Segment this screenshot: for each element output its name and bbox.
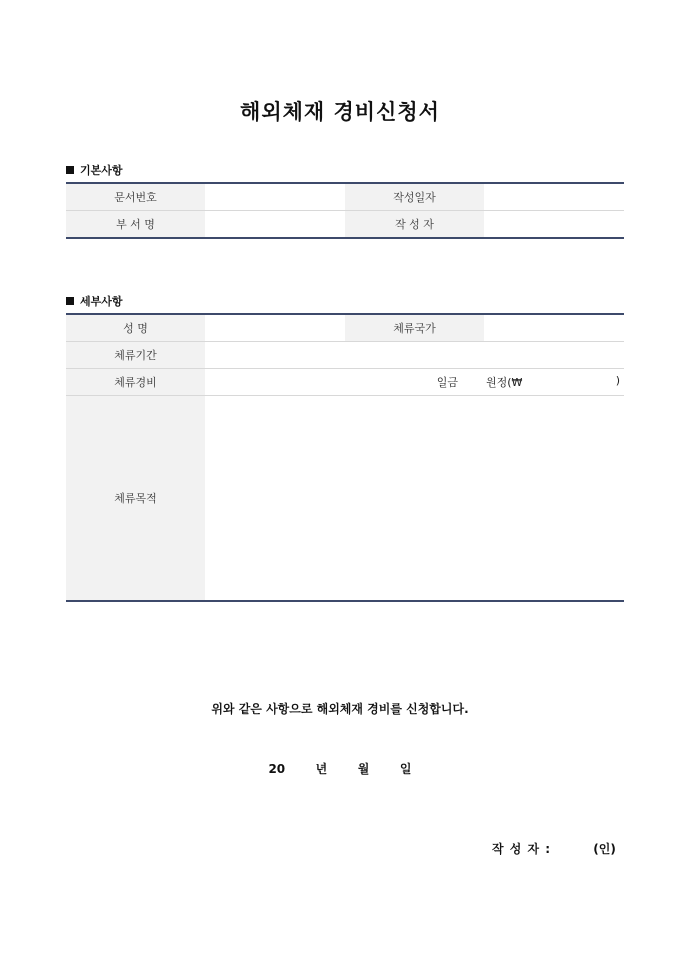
expense-amount-field[interactable] <box>205 369 484 396</box>
table-row <box>66 314 624 342</box>
doc-number-field[interactable] <box>205 183 345 211</box>
purpose-label: 체류목적 <box>66 396 205 602</box>
expense-label: 체류경비 <box>66 369 205 396</box>
section-basic-label: 기본사항 <box>80 164 123 177</box>
department-label: 부 서 명 <box>66 211 205 239</box>
name-label: 성 명 <box>66 314 205 342</box>
write-date-field[interactable] <box>484 183 624 211</box>
square-bullet-icon <box>66 166 74 174</box>
won-open-label: 원정(₩ <box>486 376 523 389</box>
department-field[interactable] <box>205 211 345 239</box>
document-title: 해외체재 경비신청서 <box>240 100 440 124</box>
table-row <box>66 369 624 396</box>
table-row <box>66 211 624 239</box>
square-bullet-icon <box>66 297 74 305</box>
seal-label: (인) <box>593 842 616 856</box>
request-statement: 위와 같은 사항으로 해외체재 경비를 신청합니다. <box>211 702 469 716</box>
doc-number-label: 문서번호 <box>66 183 205 211</box>
writer-field[interactable] <box>484 211 624 239</box>
period-field[interactable] <box>205 342 624 369</box>
period-label: 체류기간 <box>66 342 205 369</box>
writer-label: 작 성 자 <box>345 211 484 239</box>
country-field[interactable] <box>484 314 624 342</box>
signature-line <box>492 840 616 857</box>
date-line: 20 년 월 일 <box>268 762 412 776</box>
signer-label: 작 성 자 : <box>492 842 552 856</box>
section-detail-heading <box>66 293 123 309</box>
write-date-label: 작성일자 <box>345 183 484 211</box>
section-basic-heading <box>66 162 123 178</box>
table-row <box>66 342 624 369</box>
name-field[interactable] <box>205 314 345 342</box>
basic-info-table <box>66 182 624 239</box>
detail-info-table <box>66 313 624 602</box>
section-detail-label: 세부사항 <box>80 295 123 308</box>
purpose-field[interactable] <box>205 396 624 602</box>
country-label: 체류국가 <box>345 314 484 342</box>
table-row <box>66 183 624 211</box>
won-amount-field[interactable] <box>484 369 624 396</box>
daily-amount-label: 일금 <box>436 376 458 389</box>
won-close-label: ) <box>615 374 620 387</box>
table-row <box>66 396 624 602</box>
